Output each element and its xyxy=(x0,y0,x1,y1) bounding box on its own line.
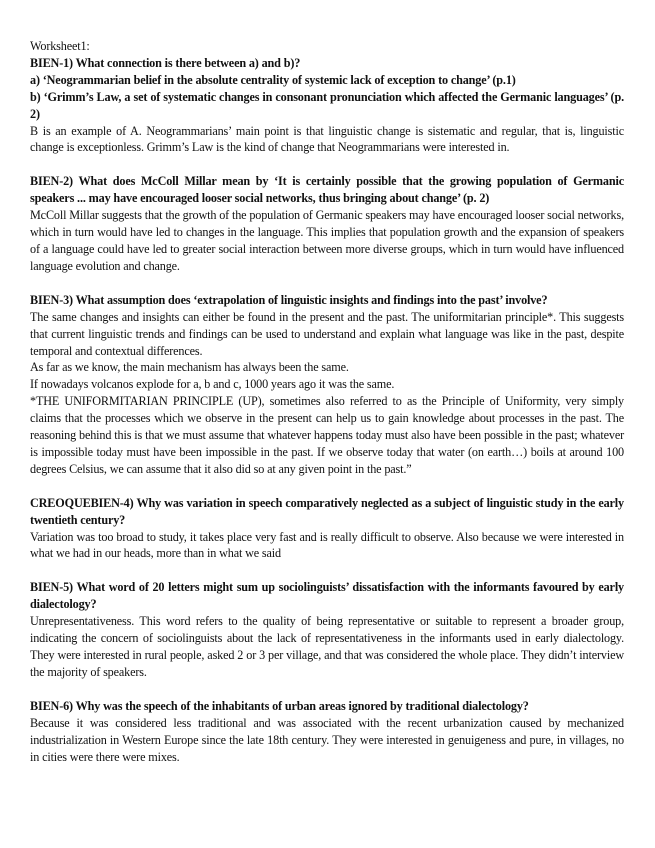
question-1-part-b: b) ‘Grimm’s Law, a set of systematic changes in consonant pronunciation which affected the Germanic languages’ (p. 2) xyxy=(30,89,624,121)
answer-6: Because it was considered less traditional and was associated with the recent urbanization caused by mechanized industrialization in Western Europe since the late 18th century. They were interested in genuigeness and pure, in villages, no in cities were there were mixes. xyxy=(30,715,624,764)
answer-3-paragraph-3: If nowadays volcanos explode for a, b and c, 1000 years ago it was the same. xyxy=(30,377,395,392)
section-spacer xyxy=(30,681,624,698)
question-2: BIEN-2) What does McColl Millar mean by ‘It is certainly possible that the growing population of Germanic speakers ... may have encouraged looser social networks, thus bringing about change’ (p. 2) xyxy=(30,174,624,206)
answer-3-footnote: *THE UNIFORMITARIAN PRINCIPLE (UP), sometimes also referred to as the Principle of Uniformity, very simply claims that the processes which we observe in the present can help us to gain knowledge about processes in the past. The reasoning behind this is that we must assume that whatever happens today must also have been possible in the past; whatever is impossible today must have been impossible in the past. If we observe today that water (on earth…) boils at around 100 degrees Celsius, we can assume that it also did so at any given point in the past.” xyxy=(30,394,624,476)
question-1-part-a: a) ‘Neogrammarian belief in the absolute centrality of systemic lack of exception to change’ (p.1) xyxy=(30,72,516,87)
answer-5: Unrepresentativeness. This word refers to the quality of being representative or suitable to represent a broader group, indicating the concern of sociolinguists about the lack of representativeness in the informants used in early dialectology. They were interested in rural people, asked 2 or 3 per village, and that was considered the whole place. They didn’t interview the majority of speakers. xyxy=(30,614,624,679)
section-spacer xyxy=(30,156,624,173)
question-6: BIEN-6) Why was the speech of the inhabitants of urban areas ignored by traditional dialectology? xyxy=(30,698,529,713)
answer-4: Variation was too broad to study, it takes place very fast and is really difficult to observe. Also because we were interested in what we had in our heads, more than in what we said xyxy=(30,529,624,561)
question-1: BIEN-1) What connection is there between a) and b)? xyxy=(30,55,301,70)
question-3: BIEN-3) What assumption does ‘extrapolation of linguistic insights and findings into the past’ involve? xyxy=(30,292,548,307)
answer-3-paragraph-1: The same changes and insights can either be found in the present and the past. The uniformitarian principle*. This suggests that current linguistic trends and findings can be used to understand and explain what language was like in the past, despite temporal and contextual differences. xyxy=(30,309,624,358)
answer-1: B is an example of A. Neogrammarians’ main point is that linguistic change is sistematic and regular, that is, linguistic change is exceptionless. Grimm’s Law is the kind of change that Neogrammarians were interested in. xyxy=(30,123,624,155)
section-spacer xyxy=(30,275,624,292)
answer-3-paragraph-2: As far as we know, the main mechanism has always been the same. xyxy=(30,360,349,375)
question-4: CREOQUEBIEN-4) Why was variation in speech comparatively neglected as a subject of linguistic study in the early twentieth century? xyxy=(30,495,624,527)
worksheet-title: Worksheet1: xyxy=(30,39,90,53)
section-spacer xyxy=(30,478,624,495)
answer-2: McColl Millar suggests that the growth of the population of Germanic speakers may have encouraged looser social networks, which in turn would have led to changes in the language. This implies that population growth and the expansion of speakers of a language could have led to greater social interaction between more diverse groups, which in turn would have influenced language evolution and change. xyxy=(30,208,624,273)
section-spacer xyxy=(30,562,624,579)
worksheet-page xyxy=(30,38,624,765)
question-5: BIEN-5) What word of 20 letters might sum up sociolinguists’ dissatisfaction with the informants favoured by early dialectology? xyxy=(30,580,624,612)
